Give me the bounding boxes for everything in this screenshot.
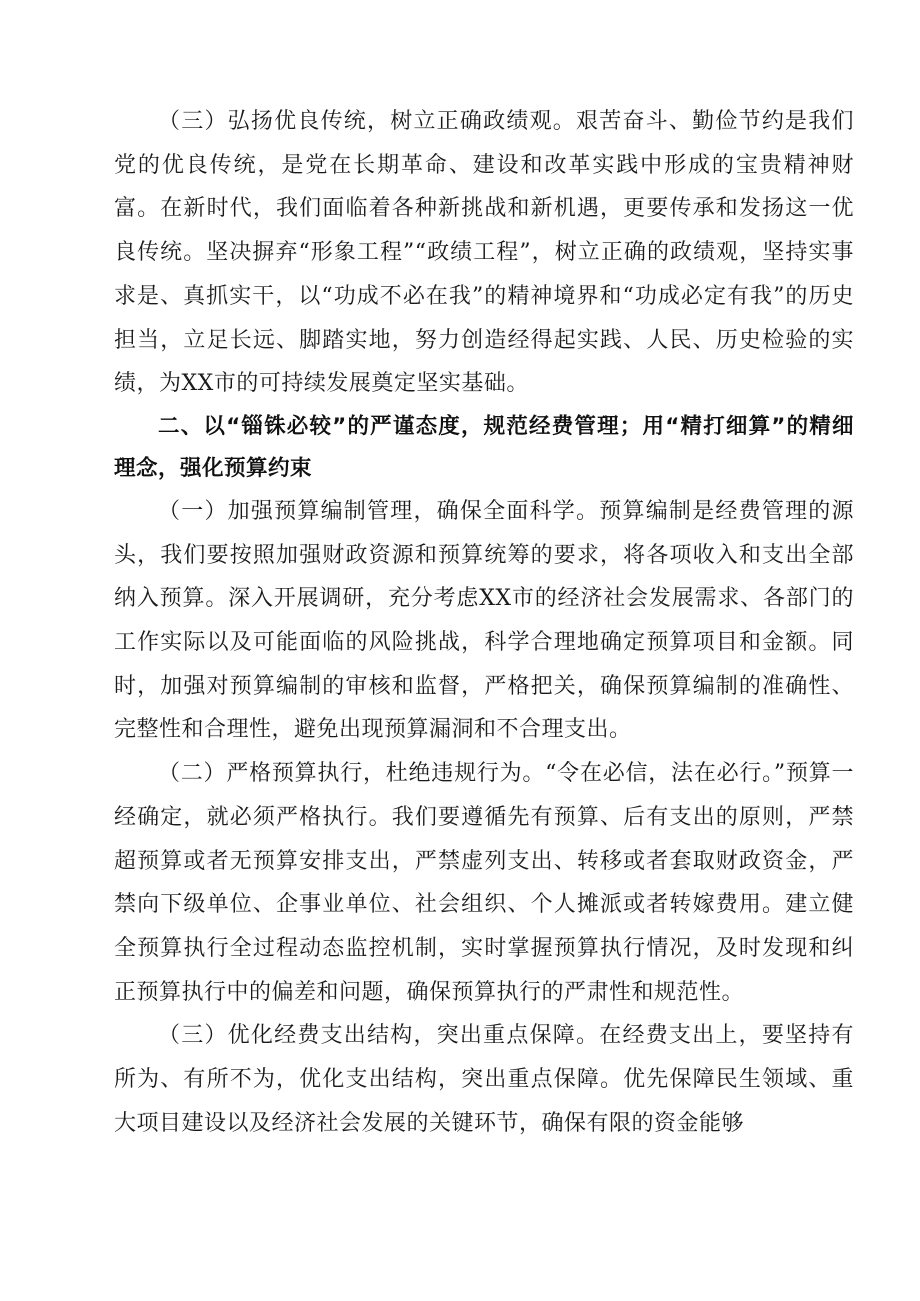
paragraph-budget-execution: （二）严格预算执行，杜绝违规行为。“令在必信，法在必行。”预算一经确定，就必须严格执行。我们要遵循先有预算、后有支出的原则，严禁超预算或者无预算安排支出，严禁虚列支出、转移或者套取财政资金，严禁向下级单位、企事业单位、社会组织、个人摊派或者转嫁费用。建立健全预算执行全过程动态监控机制，实时掌握预算执行情况，及时发现和纠正预算执行中的偏差和问题，确保预算执行的严肃性和规范性。 (114, 761, 854, 1005)
document-body (114, 100, 854, 1145)
paragraph-budget-compilation: （一）加强预算编制管理，确保全面科学。预算编制是经费管理的源头，我们要按照加强财政资源和预算统筹的要求，将各项收入和支出全部纳入预算。深入开展调研，充分考虑XX市的经济社会发展需求、各部门的工作实际以及可能面临的风险挑战，科学合理地确定预算项目和金额。同时，加强对预算编制的审核和监督，严格把关，确保预算编制的准确性、完整性和合理性，避免出现预算漏洞和不合理支出。 (114, 498, 854, 743)
section-heading-two: 二、以“锱铢必较”的严谨态度，规范经费管理；用“精打细算”的精细理念，强化预算约束 (114, 413, 854, 481)
paragraph-uphold-traditions: （三）弘扬优良传统，树立正确政绩观。艰苦奋斗、勤俭节约是我们党的优良传统，是党在长期革命、建设和改革实践中形成的宝贵精神财富。在新时代，我们面临着各种新挑战和新机遇，更要传承和发扬这一优良传统。坚决摒弃“形象工程”“政绩工程”，树立正确的政绩观，坚持实事求是、真抓实干，以“功成不必在我”的精神境界和“功成必定有我”的历史担当，立足长远、脚踏实地，努力创造经得起实践、人民、历史检验的实绩，为XX市的可持续发展奠定坚实基础。 (114, 109, 854, 397)
paragraph-expenditure-structure: （三）优化经费支出结构，突出重点保障。在经费支出上，要坚持有所为、有所不为，优化支出结构，突出重点保障。优先保障民生领域、重大项目建设以及经济社会发展的关键环节，确保有限的资金能够 (114, 1023, 854, 1136)
